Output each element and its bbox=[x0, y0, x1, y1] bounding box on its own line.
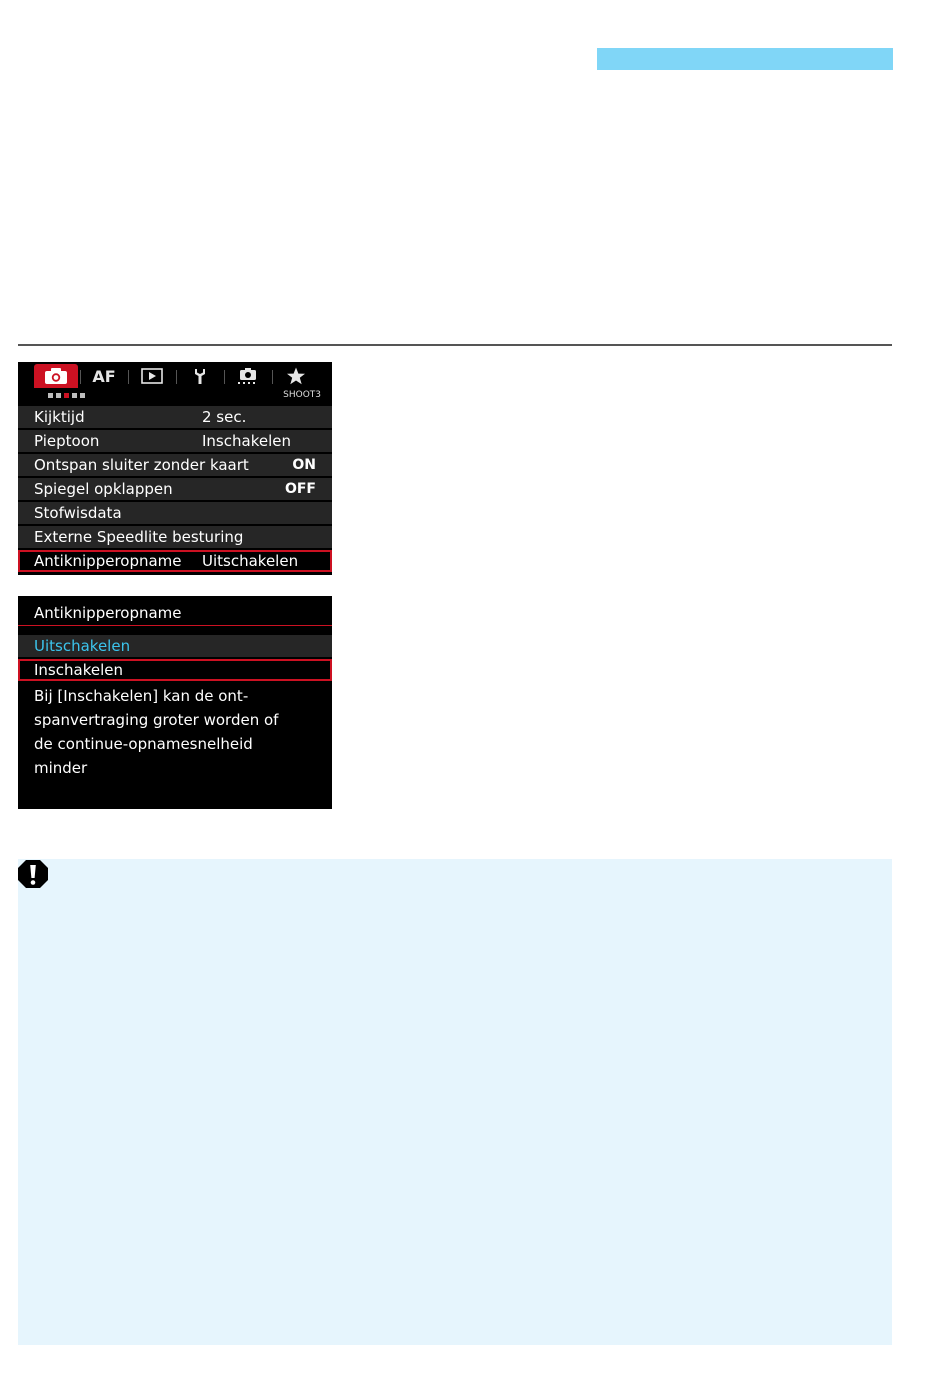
camera-icon bbox=[44, 367, 68, 385]
page-dot bbox=[80, 393, 85, 398]
menu-item-label: Pieptoon bbox=[34, 432, 100, 450]
tab-shooting[interactable] bbox=[34, 364, 78, 388]
menu-item-label: Spiegel opklappen bbox=[34, 480, 173, 498]
page-dot bbox=[56, 393, 61, 398]
menu-item-value: OFF bbox=[284, 481, 316, 497]
page-dot-current bbox=[64, 393, 69, 398]
tab-my-menu[interactable] bbox=[274, 364, 318, 388]
description-line: de continue-opnamesnelheid bbox=[34, 735, 253, 753]
page-dot bbox=[48, 393, 53, 398]
page-code: SHOOT3 bbox=[283, 390, 321, 400]
menu-item-label: Antiknipperopname bbox=[34, 552, 182, 570]
af-icon: AF bbox=[92, 366, 116, 386]
option-label: Inschakelen bbox=[34, 661, 123, 679]
tab-setup[interactable] bbox=[178, 364, 222, 388]
caution-icon bbox=[17, 858, 49, 890]
option-disable[interactable] bbox=[18, 635, 332, 657]
submenu-title-divider bbox=[18, 625, 332, 626]
section-header-bar bbox=[597, 48, 893, 70]
menu-item-label: Externe Speedlite besturing bbox=[34, 528, 244, 546]
menu-item-mirror-lockup[interactable] bbox=[18, 478, 332, 500]
menu-item-kijktijd[interactable] bbox=[18, 406, 332, 428]
menu-item-label: Ontspan sluiter zonder kaart bbox=[34, 456, 249, 474]
menu-item-value: Inschakelen bbox=[202, 432, 291, 450]
caution-box bbox=[18, 859, 892, 1345]
menu-item-value: Uitschakelen bbox=[202, 552, 299, 570]
menu-item-pieptoon[interactable] bbox=[18, 430, 332, 452]
menu-item-dust-delete-data[interactable] bbox=[18, 502, 332, 524]
anti-flicker-submenu-screen bbox=[18, 596, 332, 809]
camera-menu-screen bbox=[18, 362, 332, 575]
tab-playback[interactable] bbox=[130, 364, 174, 388]
description-line: spanvertraging groter worden of bbox=[34, 711, 279, 729]
submenu-title: Antiknipperopname bbox=[34, 604, 182, 622]
wrench-icon bbox=[192, 367, 208, 385]
description-line: minder bbox=[34, 759, 88, 777]
menu-item-anti-flicker[interactable] bbox=[18, 550, 332, 572]
tab-af[interactable] bbox=[82, 364, 126, 388]
page-dot bbox=[72, 393, 77, 398]
tab-separator bbox=[80, 370, 81, 384]
tab-separator bbox=[176, 370, 177, 384]
page-indicator bbox=[48, 393, 85, 399]
option-enable[interactable] bbox=[18, 659, 332, 681]
star-icon bbox=[286, 367, 306, 385]
submenu-description bbox=[34, 684, 324, 780]
playback-icon bbox=[141, 368, 163, 384]
menu-item-release-without-card[interactable] bbox=[18, 454, 332, 476]
menu-item-value: 2 sec. bbox=[202, 408, 247, 426]
tab-separator bbox=[128, 370, 129, 384]
tab-separator bbox=[224, 370, 225, 384]
menu-item-external-speedlite[interactable] bbox=[18, 526, 332, 548]
menu-item-label: Kijktijd bbox=[34, 408, 85, 426]
option-label: Uitschakelen bbox=[34, 637, 131, 655]
menu-tabs bbox=[18, 362, 332, 390]
horizontal-rule bbox=[18, 344, 892, 346]
tab-separator bbox=[272, 370, 273, 384]
tab-custom-functions[interactable] bbox=[226, 364, 270, 388]
description-line: Bij [Inschakelen] kan de ont- bbox=[34, 687, 249, 705]
menu-item-value: ON bbox=[292, 457, 316, 473]
custom-functions-icon bbox=[236, 367, 260, 385]
menu-item-label: Stofwisdata bbox=[34, 504, 122, 522]
